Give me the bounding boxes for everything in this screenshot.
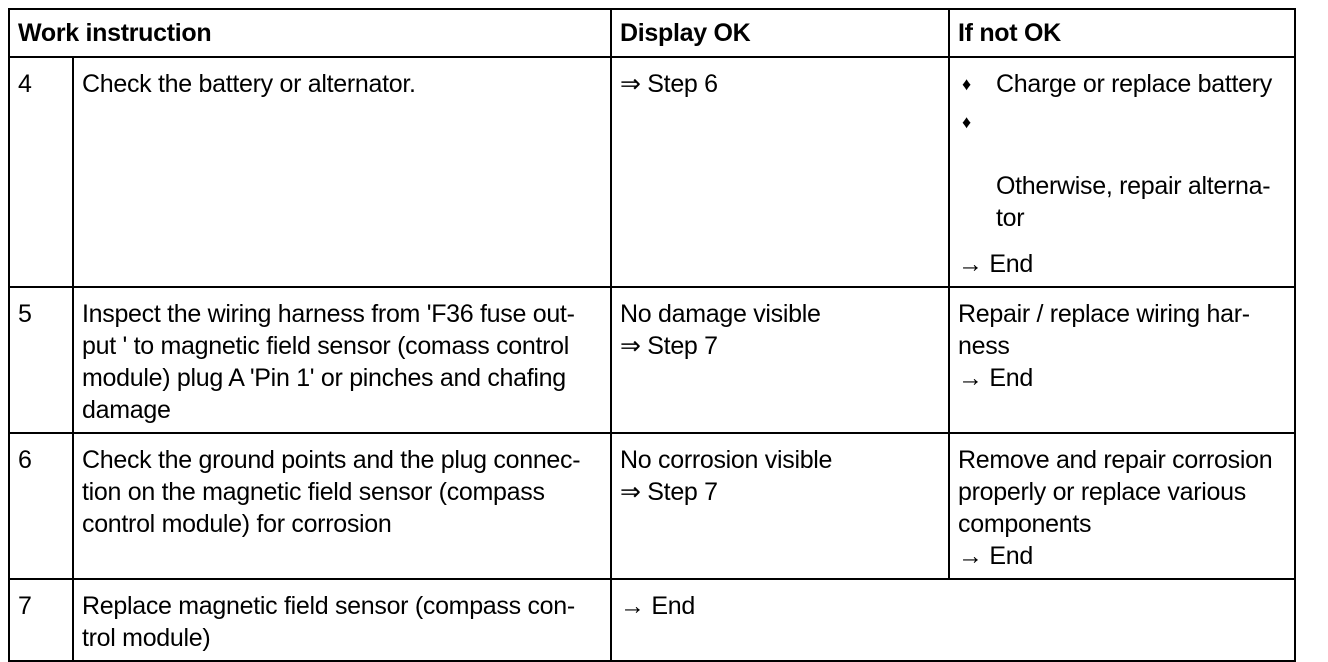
end-line: → End	[958, 250, 1033, 278]
instruction-cell	[73, 287, 611, 433]
instruction-line: Replace magnetic field sensor (compass con-	[82, 592, 575, 620]
if-not-ok-line: Remove and repair corrosion	[958, 446, 1273, 474]
table-row	[9, 287, 1295, 433]
header-display-ok: Display OK	[611, 9, 949, 57]
instruction-line: put ' to magnetic field sensor (comass control	[82, 332, 570, 360]
list-item	[958, 106, 1286, 234]
display-ok-line: → End	[620, 592, 695, 620]
display-ok-line: No damage visible	[620, 300, 821, 328]
header-if-not-ok: If not OK	[949, 9, 1295, 57]
table-row	[9, 433, 1295, 579]
list-item	[958, 68, 1286, 100]
diamond-bullet-icon: ♦	[962, 74, 971, 94]
instruction-line: Inspect the wiring harness from 'F36 fuse out-	[82, 300, 575, 328]
instruction-line: Check the battery or alternator.	[82, 70, 416, 98]
display-ok-cell	[611, 57, 949, 287]
step-number: 7	[9, 579, 73, 661]
instruction-line: Check the ground points and the plug connec-	[82, 446, 581, 474]
step-number: 4	[9, 57, 73, 287]
display-ok-cell	[611, 433, 949, 579]
diamond-bullet-icon: ♦	[962, 112, 971, 132]
table-row	[9, 57, 1295, 287]
if-not-ok-line: → End	[958, 542, 1033, 570]
display-ok-cell	[611, 287, 949, 433]
instruction-line: module) plug A 'Pin 1' or pinches and chafing	[82, 364, 566, 392]
instruction-line: tion on the magnetic field sensor (compass	[82, 478, 545, 506]
table-header-row	[9, 9, 1295, 57]
if-not-ok-line: → End	[958, 364, 1033, 392]
display-ok-line: No corrosion visible	[620, 446, 833, 474]
step-number: 5	[9, 287, 73, 433]
if-not-ok-line: properly or replace various	[958, 478, 1246, 506]
if-not-ok-cell	[949, 57, 1295, 287]
if-not-ok-cell	[949, 433, 1295, 579]
instruction-cell	[73, 579, 611, 661]
instruction-cell	[73, 57, 611, 287]
display-ok-line: ⇒ Step 7	[620, 332, 718, 360]
step-number: 6	[9, 433, 73, 579]
instruction-line: trol module)	[82, 624, 211, 652]
work-instruction-table	[8, 8, 1296, 662]
instruction-cell	[73, 433, 611, 579]
remedy-text: Otherwise, repair alterna- tor	[996, 172, 1271, 232]
if-not-ok-line: ness	[958, 332, 1010, 360]
if-not-ok-line: components	[958, 510, 1092, 538]
display-ok-cell	[611, 579, 1295, 661]
if-not-ok-cell	[949, 287, 1295, 433]
display-ok-line: ⇒ Step 6	[620, 70, 718, 98]
if-not-ok-line: Repair / replace wiring har-	[958, 300, 1250, 328]
remedy-list	[958, 68, 1286, 234]
instruction-line: control module) for corrosion	[82, 510, 392, 538]
display-ok-line: ⇒ Step 7	[620, 478, 718, 506]
header-work-instruction: Work instruction	[9, 9, 611, 57]
instruction-line: damage	[82, 396, 171, 424]
table-row	[9, 579, 1295, 661]
remedy-text: Charge or replace battery	[996, 70, 1272, 98]
